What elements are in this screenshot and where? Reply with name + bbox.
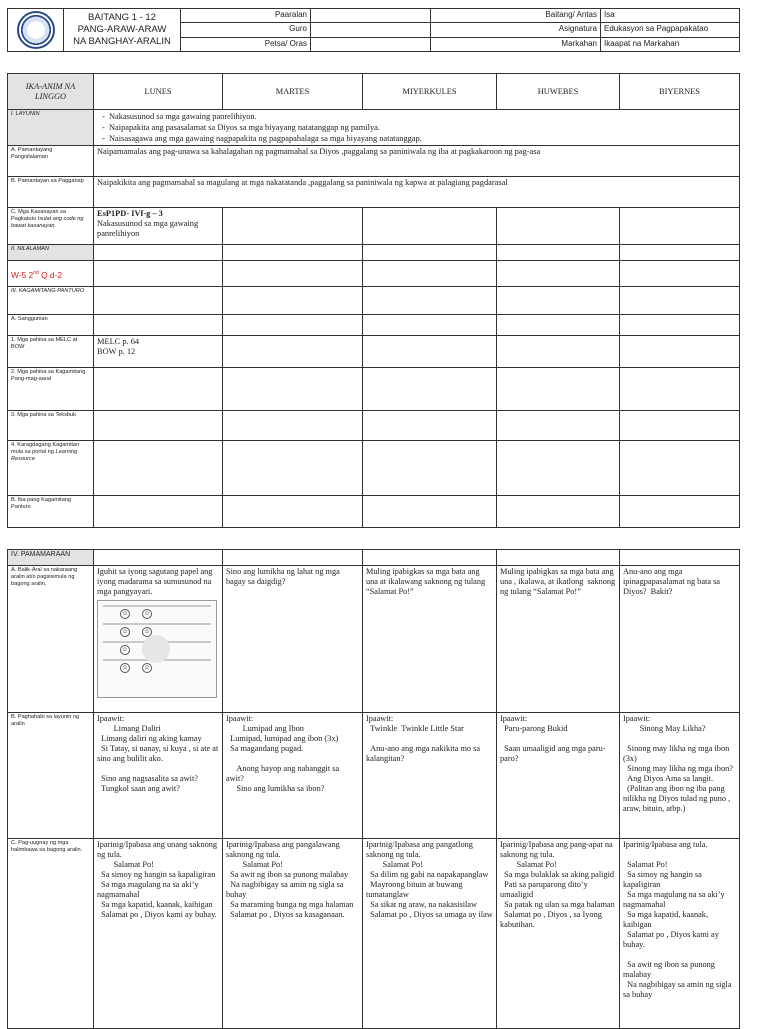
pam-tuesday <box>223 550 363 566</box>
nilalaman-code-friday <box>620 261 740 287</box>
smiley-icon: ☺ <box>143 629 151 635</box>
iba-thursday <box>497 496 620 528</box>
kasanayan-code: EsP1PD- IVf-g – 3 <box>97 209 163 218</box>
kasanayan-friday <box>620 208 740 245</box>
teksbuk-tuesday <box>223 411 363 441</box>
title-line-1: BAITANG 1 - 12 <box>88 12 156 23</box>
lr-monday <box>94 441 223 496</box>
pag-uugnay-wednesday: Iparinig/Ipabasa ang pangatlong saknong ng tula. Salamat Po! Sa dilim ng gabi na napakapanglaw Mayroong bituin at buwang tumatanglaw Sa sikat ng araw, na nakasisilaw Salamat po , Diyos sa umaga ay ilaw <box>363 839 497 1029</box>
iba-tuesday <box>223 496 363 528</box>
iba-monday <box>94 496 223 528</box>
melc-bow-label: 1. Mga pahina sa MELC at BOW <box>8 336 94 368</box>
pag-uugnay-label: C. Pag-uugnay ng mga halimbawa sa bagong aralin. <box>8 839 94 1029</box>
paghahabi-wednesday: Ipaawit: Twinkle Twinkle Little Star Anu-ano ang mga nakikita mo sa kalangitan? <box>363 713 497 839</box>
worksheet-thumbnail <box>97 600 217 698</box>
iba-friday <box>620 496 740 528</box>
pam-monday <box>94 550 223 566</box>
kpm-friday <box>620 368 740 411</box>
pam-friday <box>620 550 740 566</box>
paghahabi-friday: Ipaawit: Sinong May Likha? Sinong may likha ng mga ibon (3x) Sinong may likha ng mga ibon? Ang Diyos Ama sa langit. (Palitan ang ibon ng iba pang nilikha ng Diyos tulad ng puno , araw, bituin, atbp.) <box>620 713 740 839</box>
nilalaman-code-monday <box>94 261 223 287</box>
kasanayan-text: Nakasusunod sa mga gawaing panrelihiyon <box>97 219 199 238</box>
week-header: IKA-ANIM NA LINGGO <box>8 74 94 110</box>
teksbuk-wednesday <box>363 411 497 441</box>
nilalaman-monday <box>94 245 223 261</box>
markahan-label: Markahan <box>431 37 601 51</box>
balik-aral-wednesday: Muling ipabigkas sa mga bata ang una at ikalawang saknong ng tulang “Salamat Po!” <box>363 566 497 713</box>
watermark-icon <box>142 635 170 663</box>
kasanayan-label-note: Isulat ang code ng bawat kasanayan. <box>11 216 84 229</box>
smiley-icon: ☺ <box>143 611 151 617</box>
day-header-miyerkules: MIYERKULES <box>363 74 497 110</box>
sanggunian-monday <box>94 315 223 336</box>
paaralan-value[interactable] <box>311 9 431 23</box>
asignatura-label: Asignatura <box>431 23 601 37</box>
sanggunian-thursday <box>497 315 620 336</box>
nilalaman-label: II. NILALAMAN <box>8 245 94 261</box>
kasanayan-tuesday <box>223 208 363 245</box>
kagamitang-thursday <box>497 287 620 315</box>
smiley-icon: ☺ <box>121 647 129 653</box>
header-table <box>7 8 740 52</box>
melc-bow-tuesday <box>223 336 363 368</box>
guro-label: Guro <box>181 23 311 37</box>
kpm-tuesday <box>223 368 363 411</box>
petsa-label: Petsa/ Oras <box>181 37 311 51</box>
paaralan-label: Paaralan <box>181 9 311 23</box>
pamamaraan-table <box>7 549 740 1029</box>
balik-aral-friday: Anu-ano ang mga ipinagpapasalamat ng bata sa Diyos? Bakit? <box>620 566 740 713</box>
nilalaman-wednesday <box>363 245 497 261</box>
layunin-item: - Nakasusunod sa mga gawaing panrelihiyon. <box>109 111 736 122</box>
iba-pang-kagamitan-label: B. Iba pang Kagamitang Panturo <box>8 496 94 528</box>
kpm-monday <box>94 368 223 411</box>
teksbuk-friday <box>620 411 740 441</box>
smiley-icon: ☺ <box>121 611 129 617</box>
day-header-lunes: LUNES <box>94 74 223 110</box>
pag-uugnay-thursday: Iparinig/Ipabasa ang pang-apat na saknong ng tula. Salamat Po! Sa mga bulaklak sa aking paligid Pati sa paruparong dito’y umaaligid Sa patak ng ulan sa mga halaman Salamat po , Diyos , sa Iyong kabutihan. <box>497 839 620 1029</box>
layunin-item: - Naipapakita ang pasasalamat sa Diyos sa mga biyayang natatanggap ng pamilya. <box>109 122 736 133</box>
sanggunian-tuesday <box>223 315 363 336</box>
balik-aral-thursday: Muling ipabigkas sa mga bata ang una , ikalawa, at ikatlong saknong ng tulang “Salamat Po!” <box>497 566 620 713</box>
pamantayang-pangnilalaman-text: Naipamamalas ang pag-unawa sa kahalagahan ng pagmamahal sa Diyos ,paggalang sa paniniwala ng iba at pagkakaroon ng pag-asa <box>94 146 740 177</box>
kpm-wednesday <box>363 368 497 411</box>
pamantayan-sa-pagganap-label: B. Pamantayan sa Pagganap <box>8 177 94 208</box>
paghahabi-monday: Ipaawit: Limang Daliri Limang daliri ng aking kamay Si Tatay, si nanay, si kuya , si ate at sino ang bulilit ako. Sino ang nagsasalita sa awit? Tungkol saan ang awit? <box>94 713 223 839</box>
layunin-label: I. LAYUNIN <box>8 110 94 146</box>
pam-wednesday <box>363 550 497 566</box>
deped-seal-cell <box>8 9 64 52</box>
paghahabi-label: B. Paghahabi sa layunin ng aralin <box>8 713 94 839</box>
balik-aral-label: A. Balik-Aral sa nakaraang aralin at/o pagsisimula ng bagong aralin. <box>8 566 94 713</box>
paghahabi-thursday: Ipaawit: Paru-parong Bukid Saan umaaligid ang mga paru-paro? <box>497 713 620 839</box>
kagamitang-friday <box>620 287 740 315</box>
day-header-huwebes: HUWEBES <box>497 74 620 110</box>
title-line-2: PANG-ARAW-ARAW <box>77 24 167 35</box>
pamamaraan-label: IV. PAMAMARAAN <box>8 550 94 566</box>
baitang-label: Baitang/ Antas <box>431 9 601 23</box>
sanggunian-friday <box>620 315 740 336</box>
lr-wednesday <box>363 441 497 496</box>
pamantayang-pangnilalaman-label: A. Pamantayang Pangnilalaman <box>8 146 94 177</box>
nilalaman-code: W-5 2nd Q d-2 <box>8 261 94 287</box>
teksbuk-label: 3. Mga pahina sa Teksbuk <box>8 411 94 441</box>
pag-uugnay-friday: Iparinig/Ipabasa ang tula. Salamat Po! Sa simoy ng hangin sa kapaligiran Sa mga magulang na sa aki’y nagmamahal Sa mga kapatid, kaanak, kaibigan Salamat po , Diyos kami ay buhay. Sa awit ng ibon sa punong malabay Na nagbibigay sa amin ng sigla sa buhay <box>620 839 740 1029</box>
nilalaman-friday <box>620 245 740 261</box>
melc-bow-wednesday <box>363 336 497 368</box>
smiley-icon: ☺ <box>121 665 129 671</box>
guro-value[interactable] <box>311 23 431 37</box>
smiley-icon: ☺ <box>143 665 151 671</box>
nilalaman-thursday <box>497 245 620 261</box>
asignatura-value[interactable]: Edukasyon sa Pagpapakatao <box>601 23 740 37</box>
dll-title <box>64 9 181 52</box>
kagamitang-monday <box>94 287 223 315</box>
learning-resource-label: 4. Karagdagang Kagamitan mula sa portal ng Learning Resource <box>8 441 94 496</box>
day-header-biyernes: BIYERNES <box>620 74 740 110</box>
kasanayan-thursday <box>497 208 620 245</box>
paghahabi-tuesday: Ipaawit: Lumipad ang Ibon Lumipad, lumipad ang ibon (3x) Sa magandang pugad. Anong hayop ang nabanggit sa awit? Sino ang lumikha sa ibon? <box>223 713 363 839</box>
pam-thursday <box>497 550 620 566</box>
nilalaman-tuesday <box>223 245 363 261</box>
layunin-content <box>94 110 740 146</box>
teksbuk-thursday <box>497 411 620 441</box>
balik-aral-tuesday: Sino ang lumikha ng lahat ng mga bagay sa daigdig? <box>223 566 363 713</box>
lr-tuesday <box>223 441 363 496</box>
teksbuk-monday <box>94 411 223 441</box>
melc-bow-thursday <box>497 336 620 368</box>
layunin-item: - Naisasagawa ang mga gawaing nagpapakita ng pagpapahalaga sa mga biyayang natatanggap. <box>109 133 736 144</box>
deped-seal-icon <box>17 11 55 49</box>
kagamitang-tuesday <box>223 287 363 315</box>
markahan-value[interactable]: Ikaapat na Markahan <box>601 37 740 51</box>
nilalaman-code-wednesday <box>363 261 497 287</box>
pag-uugnay-tuesday: Iparinig/Ipabasa ang pangalawang saknong ng tula. Salamat Po! Sa awit ng ibon sa punong malabay Na nagbibigay sa amin ng sigla sa buhay Sa maraming bunga ng mga halaman Salamat po , Diyos sa kasaganaan. <box>223 839 363 1029</box>
melc-bow-monday: MELC p. 64 BOW p. 12 <box>94 336 223 368</box>
title-line-3: NA BANGHAY-ARALIN <box>73 36 171 47</box>
iba-wednesday <box>363 496 497 528</box>
baitang-value[interactable]: Isa <box>601 9 740 23</box>
kasanayan-label-main: C. Mga Kasanayan sa Pagkatuto <box>11 209 67 222</box>
kagamitang-wednesday <box>363 287 497 315</box>
kagamitang-pang-mag-aaral-label: 2. Mga pahina sa Kagamitang Pang-mag-aaral <box>8 368 94 411</box>
lr-friday <box>620 441 740 496</box>
kasanayan-monday <box>94 208 223 245</box>
kagamitang-panturo-label: III. KAGAMITANG PANTURO <box>8 287 94 315</box>
smiley-icon: ☺ <box>121 629 129 635</box>
pamantayan-sa-pagganap-text: Naipakikita ang pagmamahal sa magulang at mga nakatatanda ,paggalang sa paniniwala ng kapwa at palagiang pagdarasal <box>94 177 740 208</box>
lr-thursday <box>497 441 620 496</box>
nilalaman-code-thursday <box>497 261 620 287</box>
kasanayan-label <box>8 208 94 245</box>
lesson-plan-table <box>7 73 740 528</box>
pag-uugnay-monday: Iparinig/Ipabasa ang unang saknong ng tula. Salamat Po! Sa simoy ng hangin sa kapaligiran Sa mga magulang na sa aki’y nagmamahal Sa mga kapatid, kaanak, kaibigan Salamat po , Diyos kami ay buhay. <box>94 839 223 1029</box>
kpm-thursday <box>497 368 620 411</box>
balik-aral-monday <box>94 566 223 713</box>
nilalaman-code-tuesday <box>223 261 363 287</box>
sanggunian-label: A. Sanggunian <box>8 315 94 336</box>
balik-aral-monday-text: Iguhit sa iyong sagutang papel ang iyong madarama sa sumusunod na mga pangyayari. <box>97 567 215 596</box>
petsa-value[interactable] <box>311 37 431 51</box>
day-header-martes: MARTES <box>223 74 363 110</box>
kasanayan-wednesday <box>363 208 497 245</box>
melc-bow-friday <box>620 336 740 368</box>
sanggunian-wednesday <box>363 315 497 336</box>
